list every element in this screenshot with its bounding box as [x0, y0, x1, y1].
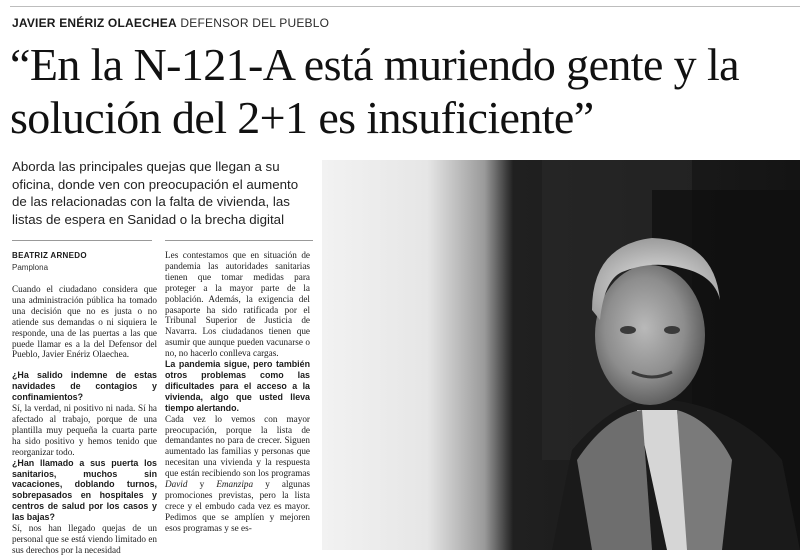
- question: ¿Ha salido indemne de estas navidades de contagios y confinamientos?: [12, 370, 157, 403]
- paragraph-text: y algunas promociones previstas, pero la lista crece y el embudo cada vez es mayor. Pedimos que se amplíen y mejoren esos programas y se es-: [165, 479, 310, 533]
- standfirst: Aborda las principales quejas que llegan a su oficina, donde ven con preocupación el aumento de las relacionadas con la falta de vivienda, las listas de espera en Sanidad o la brecha digital: [12, 159, 299, 227]
- byline: [12, 250, 87, 274]
- byline-author: BEATRIZ ARNEDO: [12, 251, 87, 260]
- kicker-role: DEFENSOR DEL PUEBLO: [180, 16, 330, 30]
- headline: “En la N-121-A está muriendo gente y la solución del 2+1 es insuficiente”: [10, 39, 739, 143]
- article-column-1: [12, 284, 157, 556]
- paragraph: Sí, la verdad, ni positivo ni nada. Sí ha afectado al trabajo, porque de una plantilla muy pequeña la cuarta parte ha sido positivo y hemos tenido que reorganizar todo.: [12, 403, 157, 457]
- paragraph: Sí, nos han llegado quejas de un personal que se está viendo limitado en sus derechos por la necesidad: [12, 523, 157, 555]
- byline-divider: [12, 240, 152, 241]
- kicker-name: JAVIER ENÉRIZ OLAECHEA: [12, 16, 177, 30]
- column-divider: [165, 240, 313, 241]
- paragraph-text: y: [187, 479, 217, 490]
- article-column-2: [165, 250, 310, 534]
- question: ¿Han llamado a sus puerta los sanitarios, muchos sin vacaciones, doblando turnos, sobrepasados en hospitales y centros de salud por los casos y las bajas?: [12, 457, 157, 523]
- face: [595, 265, 705, 405]
- byline-place: Pamplona: [12, 263, 49, 272]
- question: La pandemia sigue, pero también otros problemas como las dificultades para el acceso a la vivienda, algo que usted lleva tiempo alertando.: [165, 359, 310, 413]
- paragraph-text: Cada vez lo vemos con mayor preocupación, porque la lista de demandantes no para de crecer. Siguen aumentado las familias y personas que necesitan una vivienda y la respuesta que están recibiendo son los programas: [165, 413, 310, 479]
- paragraph: [165, 414, 310, 534]
- program-name: Emanzipa: [216, 479, 254, 490]
- kicker: [12, 16, 329, 30]
- top-rule: [10, 6, 800, 7]
- program-name: David: [165, 479, 188, 490]
- paragraph: Cuando el ciudadano considera que una administración pública ha tomado una decisión que no es justa o no atiende sus demandas o ni siquiera le responde, una de las puertas a las que puede llamar es a la del Defensor del Pueblo, Javier Enériz Olaechea.: [12, 284, 157, 360]
- paragraph: Les contestamos que en situación de pandemia las autoridades sanitarias tienen que tomar medidas para proteger a la mayor parte de la población. Además, la exigencia del pasaporte ha sido ratificada por el Tribunal Superior de Justicia de Navarra. Los ciudadanos tienen que asumir que aunque pueden vacunarse o no, no hacerlo conlleva cargas.: [165, 250, 310, 359]
- portrait-photo: [322, 160, 800, 550]
